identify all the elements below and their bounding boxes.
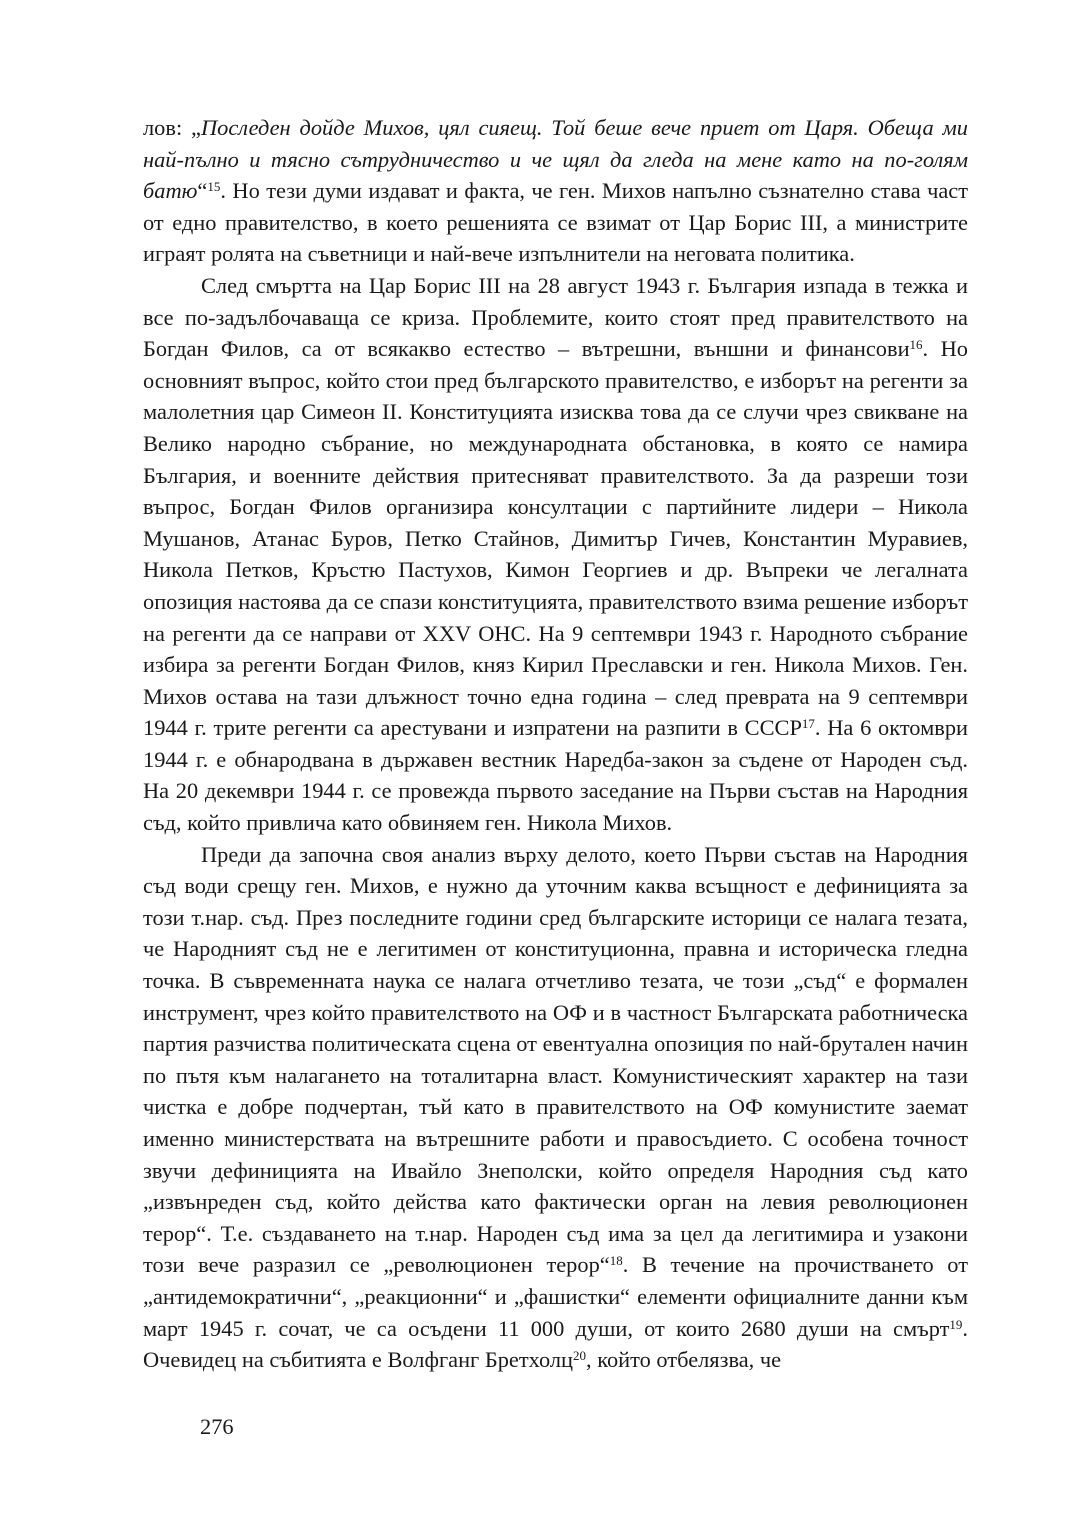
paragraph-2 <box>143 270 968 839</box>
text-run: . На 6 октомври 1944 г. е обнародвана в държавен вестник Наредба-закон за съдене от Народен съд. На 20 декември 1944 г. се провежда първото заседание на Първи състав на Народния съд, който привлича като обвиняем ген. Никола Михов. <box>143 715 968 836</box>
footnote-ref: 16 <box>909 337 923 353</box>
text-run: След смъртта на Цар Борис III на 28 август 1943 г. България изпада в тежка и все по-задълбочаваща се криза. Проблемите, които стоят пред правителството на Богдан Филов, са от всякакво естество – вътрешни, външни и финансови <box>143 272 968 362</box>
text-run: . В течение на прочистването от „антидемократични“, „реакционни“ и „фашистки“ елементи официалните данни към март 1945 г. сочат, че са осъдени 11 000 души, от които 2680 души на смърт <box>143 1252 968 1341</box>
text-run: , който отбелязва, че <box>586 1347 782 1373</box>
text-run: . Но основният въпрос, който стои пред българското правителство, е изборът на регенти за малолетния цар Симеон II. Конституцията изисква това да се случи чрез свикване на Велико народно събрание, но международната обстановка, в която се намира България, и военните действия притесняват правителството. За да разреши този въпрос, Богдан Филов организира консултации с партийните лидери – Никола Мушанов, Атанас Буров, Петко Стайнов, Димитър Гичев, Константин Муравиев, Никола Петков, Кръстю Пастухов, Кимон Георгиев и др. Въпреки че легалната опозиция настоява да се спази конституцията, правителството взима решение изборът на регенти да се направи от XXV ОНС. На 9 септември 1943 г. Народното събрание избира за регенти Богдан Филов, княз Кирил Преславски и ген. Никола Михов. Ген. Михов остава на тази длъжност точно една година – след превратa на 9 септември 1944 г. трите регенти са арестувани и изпратени на разпити в СССР <box>143 336 968 741</box>
footnote-ref: 20 <box>573 1348 587 1364</box>
text-run: “ <box>197 178 208 204</box>
page-number: 276 <box>200 1414 234 1439</box>
quote-text: Последен дойде Михов, цял сияещ. Той беше вече приет от Царя. Обеща ми най-пълно и тясно сътрудничество и че щял да гледа на мене като на по-голям батю <box>143 115 969 204</box>
footnote-ref: 15 <box>207 179 221 195</box>
text-run: лов: „ <box>143 115 201 140</box>
paragraph-1 <box>143 112 968 270</box>
footnote-ref: 18 <box>609 1253 623 1269</box>
text-run: . Очевидец на събитията е Волфганг Бретхолц <box>143 1315 968 1373</box>
footnote-ref: 19 <box>949 1316 963 1332</box>
paragraph-3 <box>143 839 968 1376</box>
text-run: . Но тези думи издават и факта, че ген. Михов напълно съзнателно става част от едно правителство, в което решенията се взимат от Цар Борис III, а министрите играят ролята на съветници и най-вече изпълнители на неговата политика. <box>143 178 968 267</box>
text-run: Преди да започна своя анализ върху делото, което Първи състав на Народния съд води срещу ген. Михов, е нужно да уточним каква всъщност е дефиницията за този т.нар. съд. През последните години сред българските историци се налага тезата, че Народният съд не е легитимен от конституционна, правна и историческа гледна точка. В съвременната наука се налага отчетливо тезата, че този „съд“ е формален инструмент, чрез който правителството на ОФ и в частност Българската работническа партия разчиства политическата сцена от евентуална опозиция по най-брутален начин по пътя към налагането на тоталитарна власт. Комунистическият характер на тази чистка е добре подчертан, тъй като в правителството на ОФ комунистите заемат именно министерствата на вътрешните работи и правосъдието. С особена точност звучи дефиницията на Ивайло Знеполски, който определя Народния съд като „извънреден съд, който действа като фактически орган на левия революционен терор“. Т.е. създаването на т.нар. Народен съд има за цел да легитимира и узакони този вече разразил се „революционен терор“ <box>143 841 968 1278</box>
document-body <box>143 112 968 1376</box>
footnote-ref: 17 <box>801 716 815 732</box>
